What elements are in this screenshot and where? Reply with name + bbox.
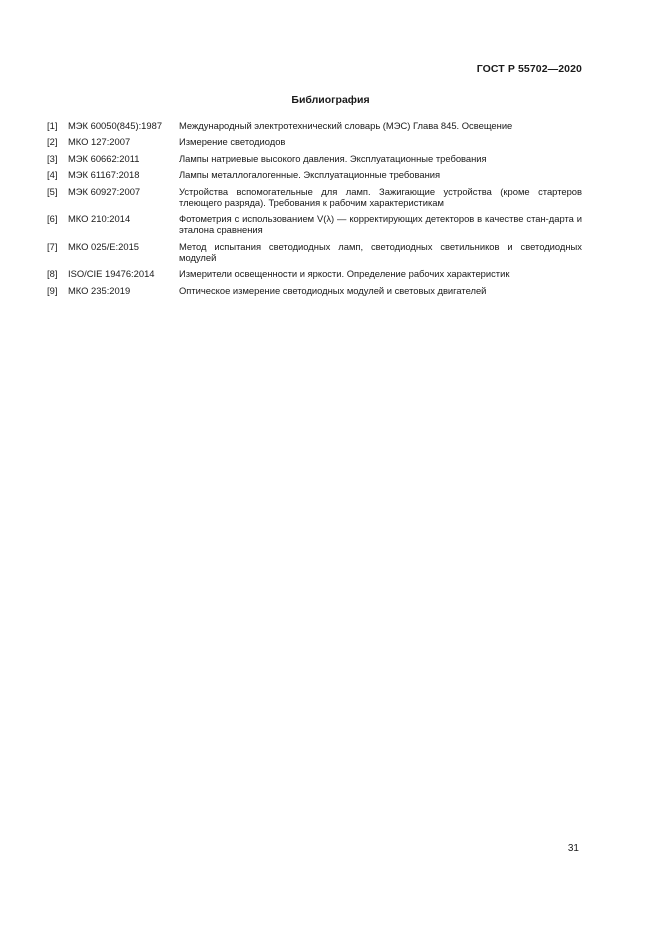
bibliography-entry xyxy=(47,136,582,147)
entry-description: Оптическое измерение светодиодных модулей и световых двигателей xyxy=(179,284,487,296)
entry-description: Измерение светодиодов xyxy=(179,136,286,148)
bibliography-entry xyxy=(47,285,582,296)
entry-description: Измерители освещенности и яркости. Определение рабочих характеристик xyxy=(179,268,510,280)
entry-description: Международный электротехнический словарь (МЭС) Глава 845. Освещение xyxy=(179,120,513,131)
document-code: ГОСТ Р 55702—2020 xyxy=(476,63,582,75)
entry-code: МЭК 60050(845):1987 xyxy=(68,120,163,131)
entry-number: [3] xyxy=(47,152,58,164)
entry-number: [4] xyxy=(47,169,58,181)
entry-code: МЭК 60927:2007 xyxy=(68,185,141,197)
entry-description: Метод испытания светодиодных ламп, светодиодных светильников и светодиодных модулей xyxy=(179,240,582,263)
entry-number: [6] xyxy=(47,213,58,225)
bibliography-entry xyxy=(47,268,582,279)
page-title: Библиография xyxy=(291,94,370,106)
entry-code: МКО 127:2007 xyxy=(68,136,131,148)
bibliography-entry xyxy=(47,186,582,208)
bibliography-entry xyxy=(47,213,582,235)
entry-code: МЭК 60662:2011 xyxy=(68,152,140,164)
entry-description: Фотометрия с использованием V(λ) — корректирующих детекторов в качестве стан-дарта и эталона сравнения xyxy=(179,213,582,236)
page-number: 31 xyxy=(567,843,579,854)
entry-description: Лампы металлогалогенные. Эксплуатационные требования xyxy=(179,169,441,181)
bibliography-entry xyxy=(47,169,582,180)
entry-number: [2] xyxy=(47,136,58,148)
entry-number: [5] xyxy=(47,185,58,197)
entry-code: МКО 025/E:2015 xyxy=(68,240,140,252)
entry-description: Лампы натриевые высокого давления. Эксплуатационные требования xyxy=(179,152,487,164)
entry-description: Устройства вспомогательные для ламп. Зажигающие устройства (кроме стартеров тлеющего разряда). Требования к рабочим характеристикам xyxy=(179,185,582,208)
entry-code: МЭК 61167:2018 xyxy=(68,169,140,181)
entry-number: [9] xyxy=(47,284,58,296)
bibliography-entry xyxy=(47,120,582,131)
entry-number: [8] xyxy=(47,268,58,280)
bibliography-list xyxy=(47,120,582,301)
entry-number: [1] xyxy=(47,120,58,131)
entry-code: МКО 235:2019 xyxy=(68,284,131,296)
entry-code: МКО 210:2014 xyxy=(68,213,131,225)
bibliography-entry xyxy=(47,153,582,164)
entry-code: ISO/CIE 19476:2014 xyxy=(68,268,155,280)
entry-number: [7] xyxy=(47,240,58,252)
bibliography-entry xyxy=(47,241,582,263)
